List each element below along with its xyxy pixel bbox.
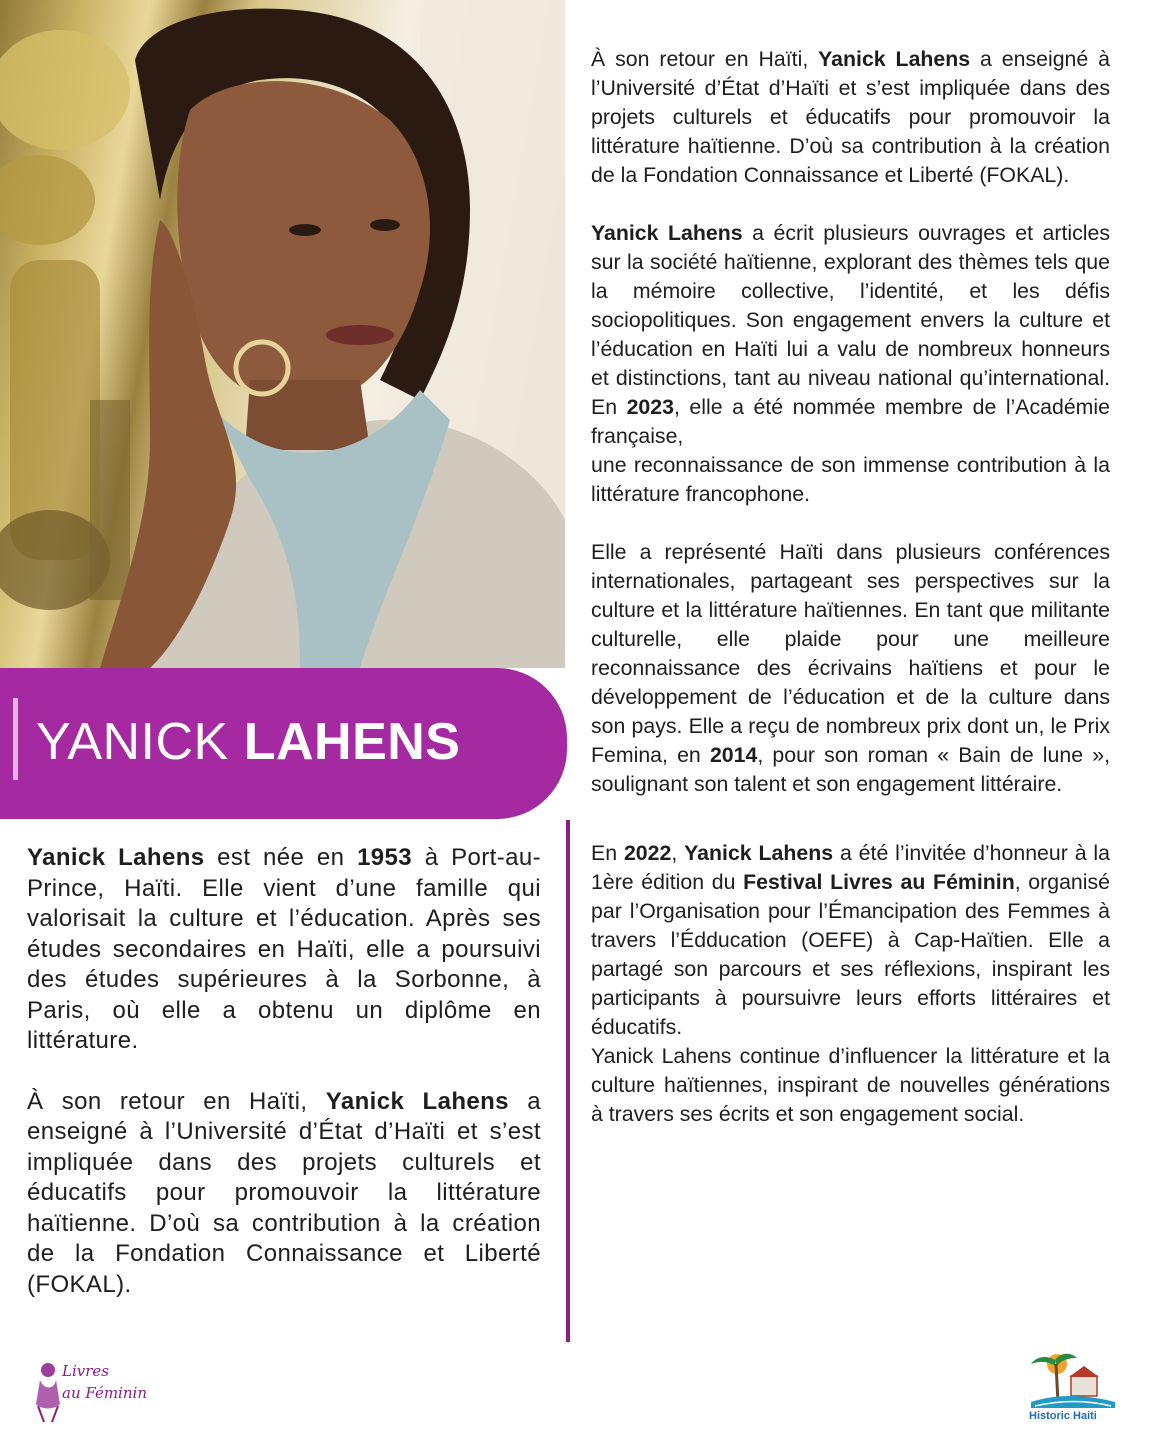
column-divider — [566, 820, 570, 1342]
biography-paragraph: Yanick Lahens est née en 1953 à Port-au-Prince, Haïti. Elle vient d’une famille qui valorisait la culture et l’éducation. Après ses études secondaires en Haïti, elle a poursuivi des études supérieures à la Sorbonne, à Paris, où elle a obtenu un diplôme en littérature. — [27, 844, 541, 1054]
legacy-paragraph: Yanick Lahens continue d’influencer la littérature et la culture haïtiennes, inspirant de nouvelles générations à travers ses écrits et son engagement social. — [591, 1044, 1110, 1126]
livres-au-feminin-logo — [28, 1360, 147, 1424]
left-column — [27, 843, 541, 1300]
return-paragraph: À son retour en Haïti, Yanick Lahens a enseigné à l’Université d’État d’Haïti et s’est impliquée dans des projets culturels et éducatifs pour promouvoir la littérature haïtienne. D’où sa contribution à la création de la Fondation Connaissance et Liberté (FOKAL). — [27, 1087, 541, 1298]
portrait-photo — [0, 0, 565, 668]
author-name: YANICK LAHENS — [36, 713, 461, 771]
festival-paragraph: En 2022, Yanick Lahens a été l’invitée d’honneur à la 1ère édition du Festival Livres au Féminin, organisé par l’Organisation pour l’Émancipation des Femmes à travers l’Édducation (OEFE) à Cap-Haïtien. Elle a partagé son parcours et ses réflexions, inspirant les participants à poursuivre leurs efforts littéraires et éducatifs. — [591, 841, 1110, 1039]
historic-haiti-logo — [1025, 1350, 1121, 1430]
conferences-paragraph: Elle a représenté Haïti dans plusieurs conférences internationales, partageant ses perspectives sur la culture et la littérature haïtiennes. En tant que militante culturelle, elle plaide pour une meilleure reconnaissance des écrivains haïtiens et pour le développement de l’éducation et de la culture dans son pays. Elle a reçu de nombreux prix dont un, le Prix Femina, en 2014, pour son roman « Bain de lune », soulignant son talent et son engagement littéraire. — [591, 540, 1110, 796]
recognition-line: une reconnaissance de son immense contribution à la littérature francophone. — [591, 453, 1110, 506]
name-banner — [0, 668, 567, 819]
logo-script-line2: au Féminin — [62, 1384, 147, 1402]
right-column — [591, 45, 1110, 1129]
palm-sun-icon — [1025, 1350, 1121, 1412]
banner-accent-bar — [13, 698, 18, 780]
return-paragraph: À son retour en Haïti, Yanick Lahens a enseigné à l’Université d’État d’Haïti et s’est impliquée dans des projets culturels et éducatifs pour promouvoir la littérature haïtienne. D’où sa contribution à la création de la Fondation Connaissance et Liberté (FOKAL). — [591, 47, 1111, 187]
historic-haiti-wordmark: Historic Haiti — [1029, 1410, 1097, 1422]
works-paragraph: Yanick Lahens a écrit plusieurs ouvrages et articles sur la société haïtienne, explorant des thèmes tels que la mémoire collective, l’identité, et les défis sociopolitiques. Son engagement envers la culture et l’éducation en Haïti lui a valu de nombreux honneurs et distinctions, tant au niveau national qu’international. En 2023, elle a été nommée membre de l’Académie française, — [591, 221, 1110, 448]
logo-script-line1: Livres — [62, 1362, 109, 1380]
